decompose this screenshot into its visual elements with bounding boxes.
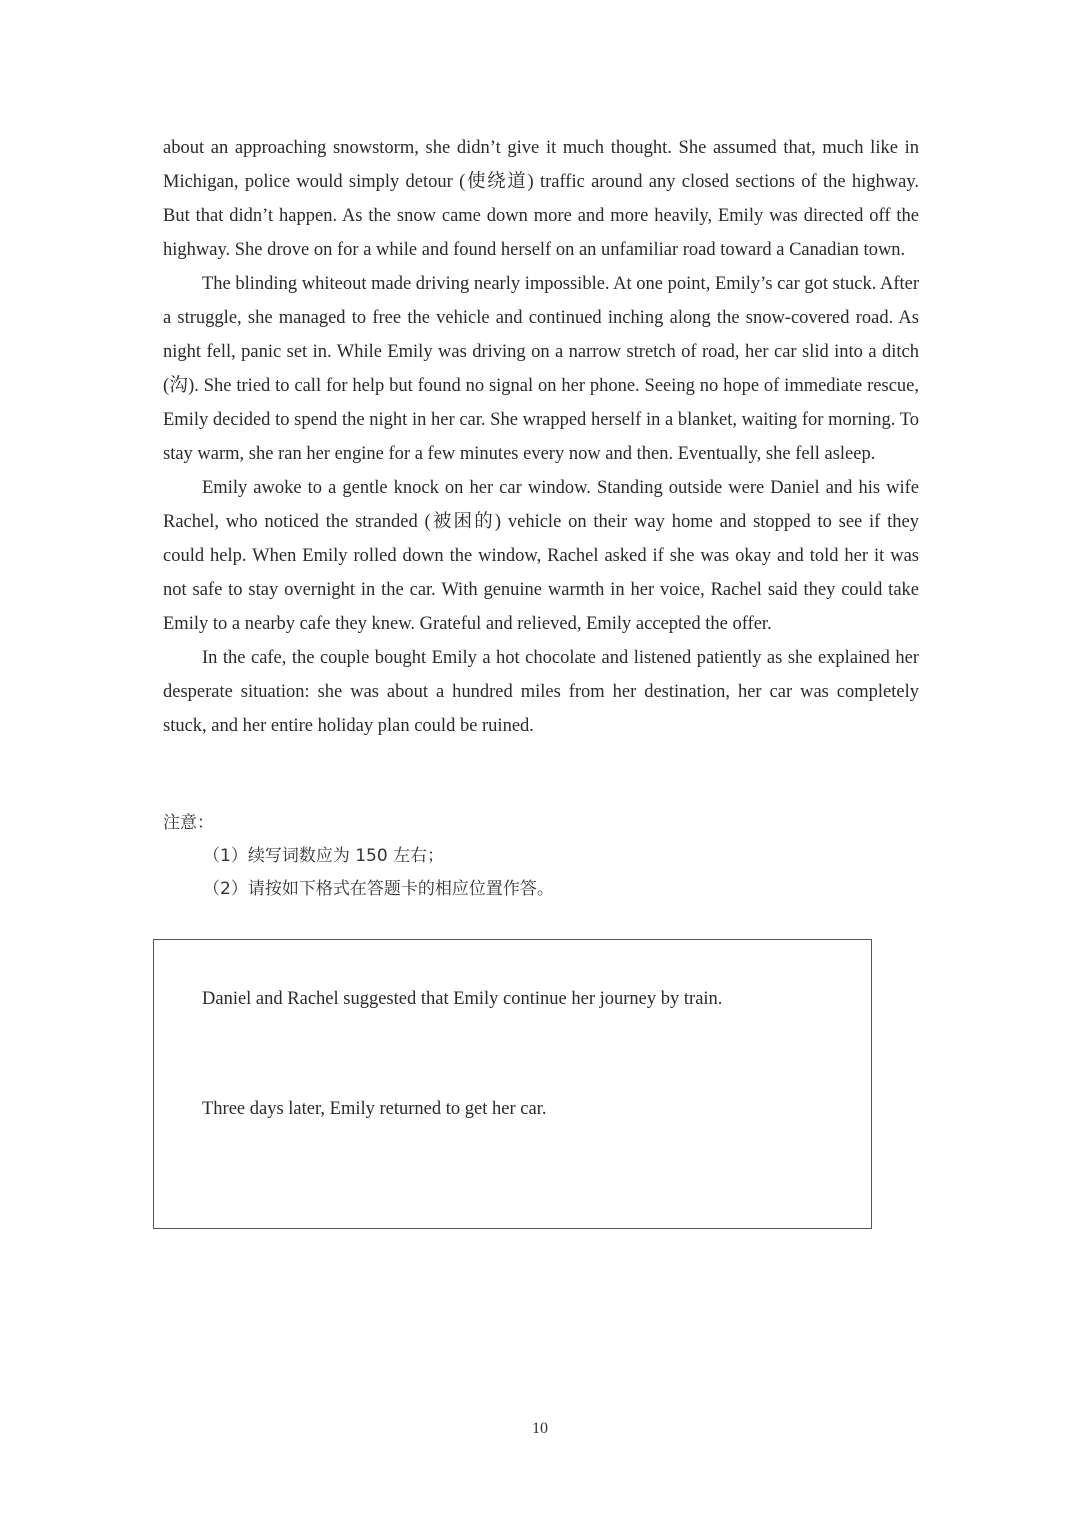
- note-item-answer-format: （2）请按如下格式在答题卡的相应位置作答。: [203, 879, 554, 899]
- continuation-prompt-2: Three days later, Emily returned to get her car.: [202, 1099, 547, 1119]
- reading-passage: [163, 131, 919, 743]
- passage-paragraph-3: Emily awoke to a gentle knock on her car window. Standing outside were Daniel and his wife Rachel, who noticed the stranded (被困的) vehicle on their way home and stopped to see if they could help. When Emily rolled down the window, Rachel asked if she was okay and told her it was not safe to stay overnight in the car. With genuine warmth in her voice, Rachel said they could take Emily to a nearby cafe they knew. Grateful and relieved, Emily accepted the offer.: [163, 478, 919, 634]
- continuation-answer-box: [153, 939, 872, 1229]
- note-item-word-count: （1）续写词数应为 150 左右；: [203, 846, 445, 866]
- instructions-notes: [163, 807, 923, 906]
- passage-paragraph-4: In the cafe, the couple bought Emily a hot chocolate and listened patiently as she explained her desperate situation: she was about a hundred miles from her destination, her car was completely stuck, and her entire holiday plan could be ruined.: [163, 648, 919, 736]
- passage-paragraph-1: about an approaching snowstorm, she didn’t give it much thought. She assumed that, much like in Michigan, police would simply detour (使绕道) traffic around any closed sections of the highway. But that didn’t happen. As the snow came down more and more heavily, Emily was directed off the highway. She drove on for a while and found herself on an unfamiliar road toward a Canadian town.: [163, 138, 919, 260]
- page-number: 10: [532, 1420, 548, 1437]
- notes-heading: 注意：: [163, 813, 214, 833]
- continuation-prompt-1: Daniel and Rachel suggested that Emily continue her journey by train.: [202, 989, 723, 1009]
- passage-paragraph-2: The blinding whiteout made driving nearly impossible. At one point, Emily’s car got stuck. After a struggle, she managed to free the vehicle and continued inching along the snow-covered road. As night fell, panic set in. While Emily was driving on a narrow stretch of road, her car slid into a ditch (沟). She tried to call for help but found no signal on her phone. Seeing no hope of immediate rescue, Emily decided to spend the night in her car. She wrapped herself in a blanket, waiting for morning. To stay warm, she ran her engine for a few minutes every now and then. Eventually, she fell asleep.: [163, 274, 919, 464]
